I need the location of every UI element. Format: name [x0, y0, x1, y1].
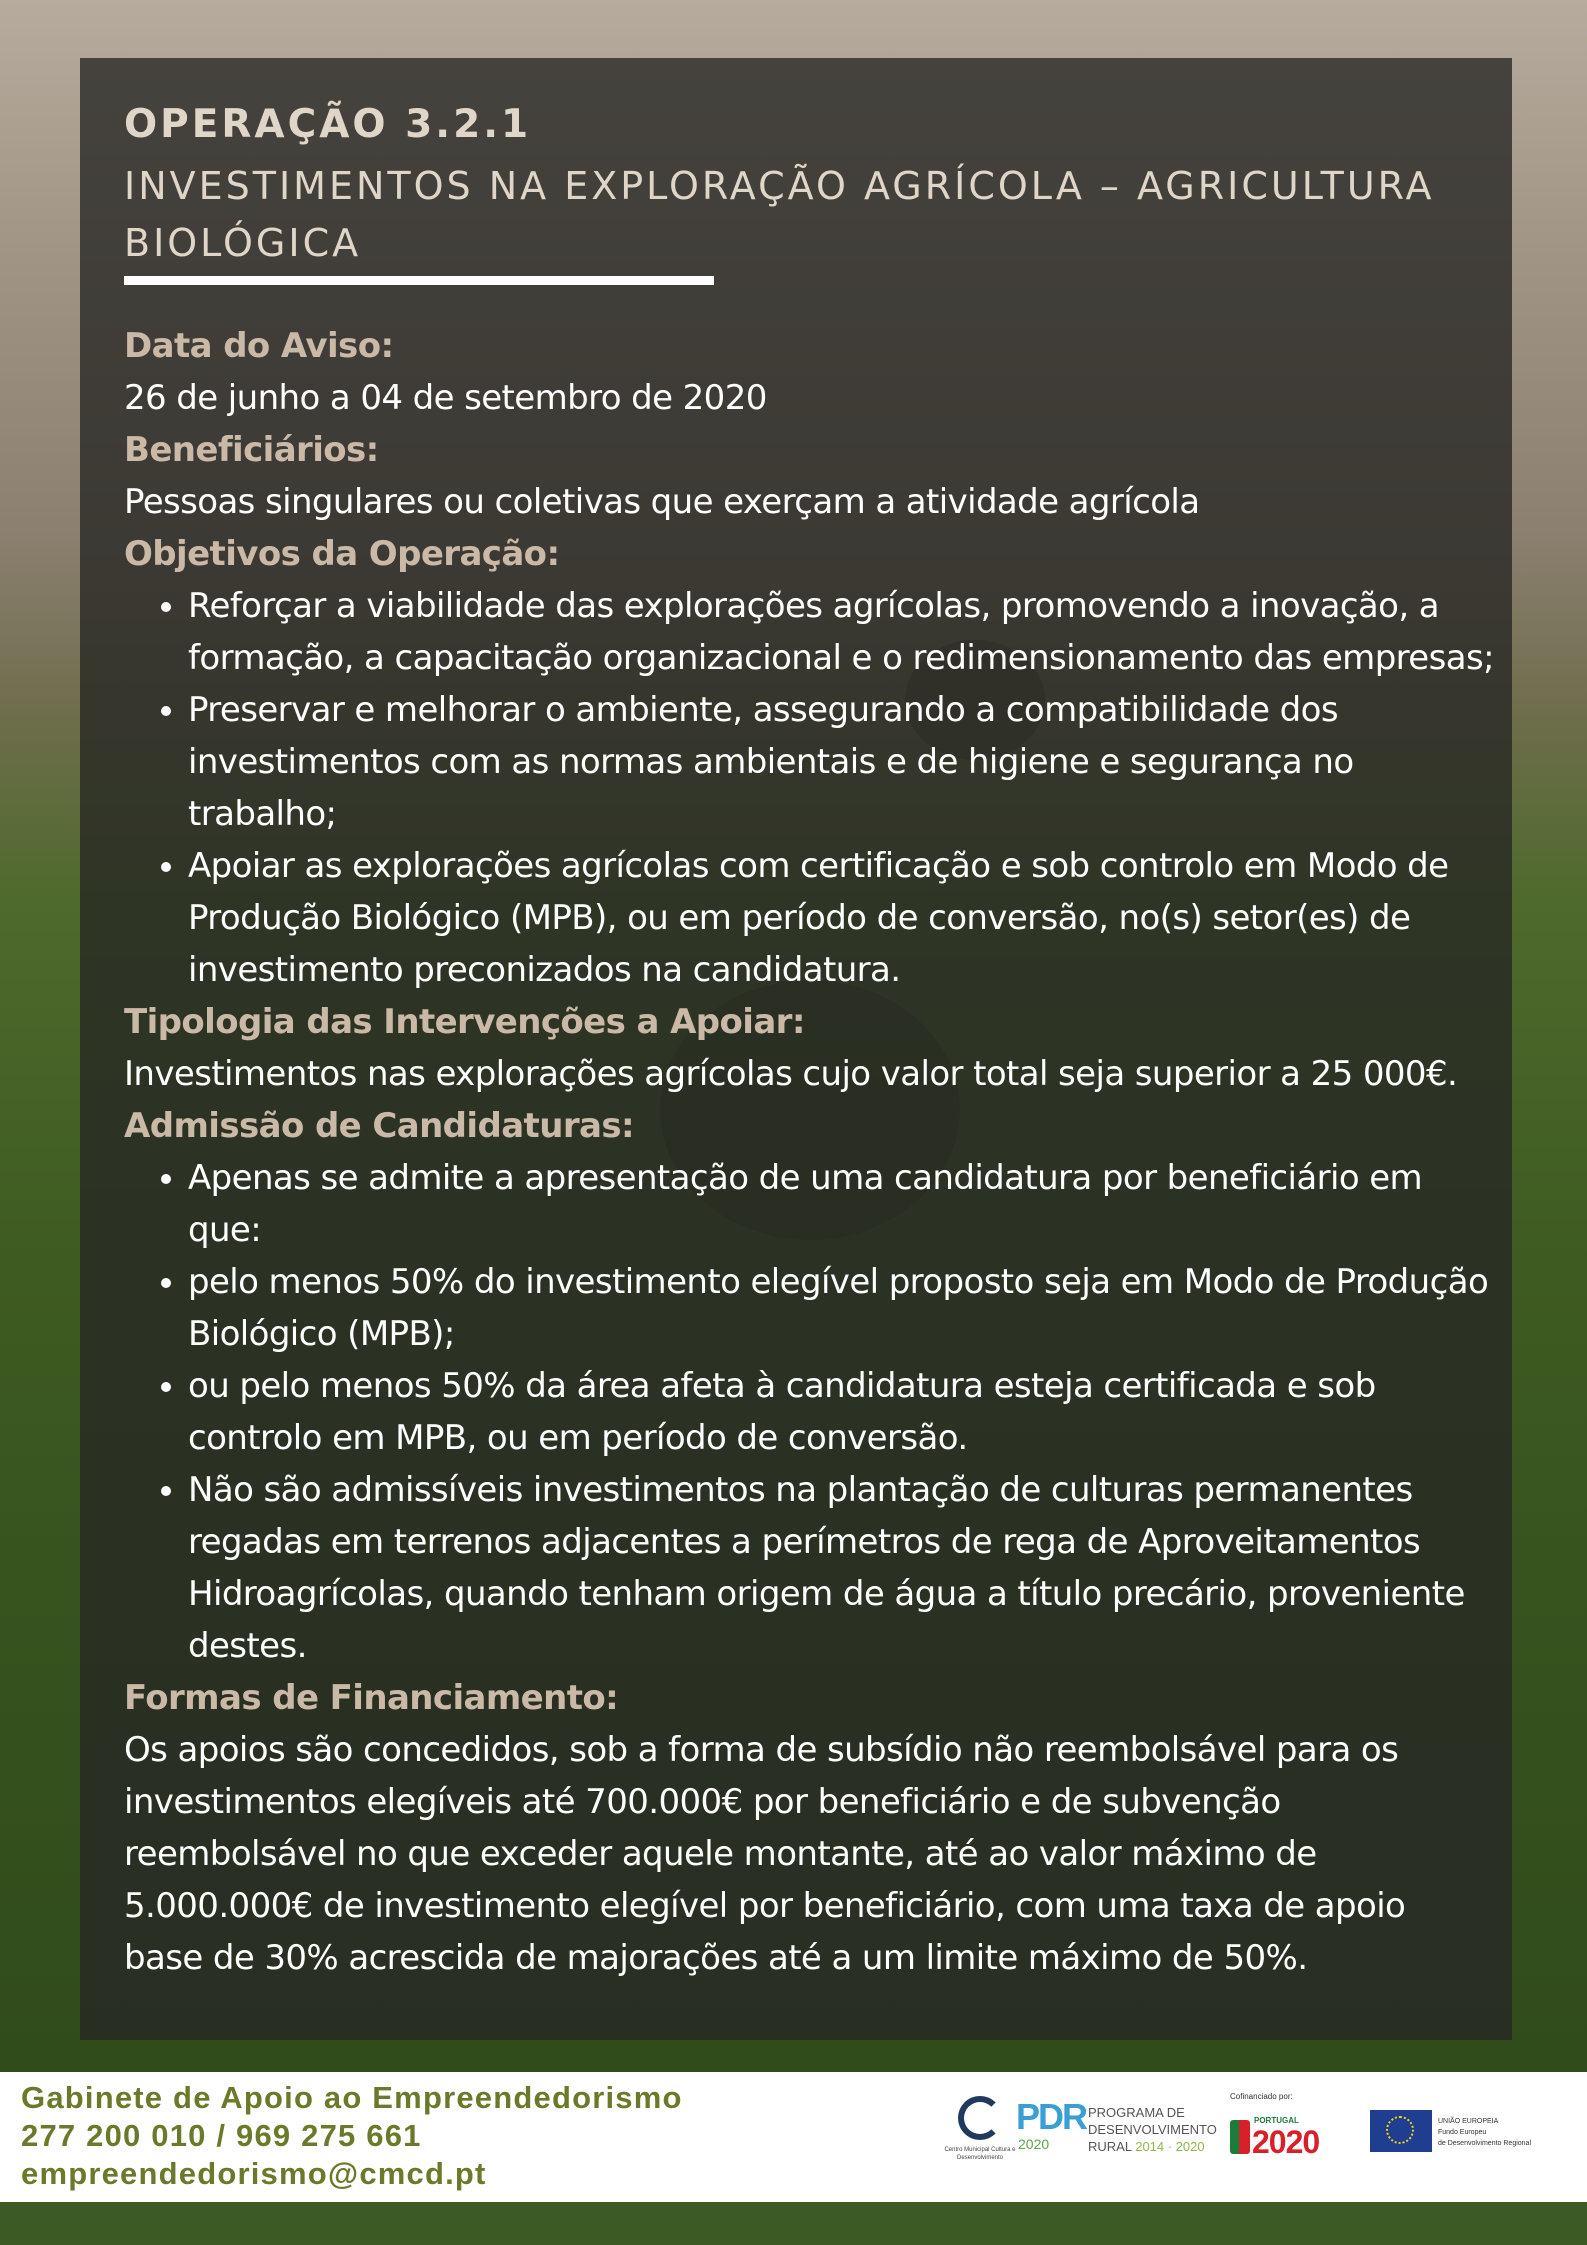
list-item: • Apoiar as explorações agrícolas com certificação e sob controlo em Modo de Produção Biológico (MPB), ou em período de conversão, no(s) setor(es) de investimento preconizados na candidatura.: [188, 840, 1494, 996]
pdr-line3-row: [1088, 2138, 1217, 2155]
bottom-field-strip: [0, 2202, 1587, 2245]
pdr-sub: 2020: [1018, 2136, 1050, 2152]
section-heading-admissao: Admissão de Candidaturas:: [124, 1106, 634, 1146]
portugal-label: PORTUGAL: [1254, 2116, 1299, 2125]
list-item: • ou pelo menos 50% da área afeta à candidatura esteja certificada e sob controlo em MPB, ou em período de conversão.: [188, 1360, 1494, 1464]
eu-feder-logo: [1370, 2086, 1570, 2190]
pdr-line3: RURAL: [1088, 2139, 1132, 2154]
portugal2020-logo: [1230, 2086, 1360, 2190]
pdr-line2: DESENVOLVIMENTO: [1088, 2122, 1217, 2137]
cmcd-logo-text: Centro Municipal Cultura e Desenvolvimento: [944, 2147, 1016, 2161]
eu-line1: UNIÃO EUROPEIA: [1438, 2118, 1499, 2125]
section-text-data-aviso: 26 de junho a 04 de setembro de 2020: [124, 378, 767, 418]
section-heading-objetivos: Objetivos da Operação:: [124, 534, 560, 574]
eu-text: [1438, 2116, 1531, 2149]
pdr-years: 2014 · 2020: [1135, 2139, 1205, 2154]
eu-flag-icon: [1370, 2110, 1432, 2152]
eu-line3: de Desenvolvimento Regional: [1438, 2140, 1531, 2147]
section-text-tipologia: Investimentos nas explorações agrícolas cujo valor total seja superior a 25 000€.: [124, 1054, 1458, 1094]
pdr-mark: PDR: [1016, 2096, 1087, 2137]
admissao-list: [124, 1152, 1494, 1672]
footer: [0, 2072, 1587, 2202]
list-item: • pelo menos 50% do investimento elegível proposto seja em Modo de Produção Biológico (MPB);: [188, 1256, 1494, 1360]
section-heading-tipologia: Tipologia das Intervenções a Apoiar:: [124, 1002, 805, 1042]
list-item: • Reforçar a viabilidade das explorações agrícolas, promovendo a inovação, a formação, a capacitação organizacional e o redimensionamento das empresas;: [188, 580, 1494, 684]
footer-phone[interactable]: 277 200 010 / 969 275 661: [21, 2118, 422, 2153]
list-item: • Preservar e melhorar o ambiente, assegurando a compatibilidade dos investimentos com as normas ambientais e de higiene e segurança no trabalho;: [188, 684, 1494, 840]
list-item: • Não são admissíveis investimentos na plantação de culturas permanentes regadas em terrenos adjacentes a perímetros de rega de Aproveitamentos Hidroagrícolas, quando tenham origem de água a título precário, proveniente destes.: [188, 1464, 1494, 1672]
operation-title: OPERAÇÃO 3.2.1: [124, 102, 532, 147]
section-heading-beneficiarios: Beneficiários:: [124, 430, 379, 470]
section-heading-data-aviso: Data do Aviso:: [124, 326, 394, 366]
footer-organization: Gabinete de Apoio ao Empreendedorismo: [21, 2080, 683, 2115]
operation-subtitle: INVESTIMENTOS NA EXPLORAÇÃO AGRÍCOLA – AGRICULTURA BIOLÓGICA: [124, 164, 1435, 265]
eu-line2: Fundo Europeu: [1438, 2129, 1487, 2136]
section-text-financiamento: Os apoios são concedidos, sob a forma de subsídio não reembolsável para os investimentos elegíveis até 700.000€ por beneficiário e de subvenção reembolsável no que exceder aquele montante, até ao valor máximo de 5.000.000€ de investimento elegível por beneficiário, com uma taxa de apoio base de 30% acrescida de majorações até a um limite máximo de 50%.: [124, 1730, 1406, 1978]
section-text-beneficiarios: Pessoas singulares ou coletivas que exerçam a atividade agrícola: [124, 482, 1200, 522]
info-panel: [80, 58, 1512, 2040]
cmcd-logo: [940, 2086, 1020, 2190]
list-item: • Apenas se admite a apresentação de uma candidatura por beneficiário em que:: [188, 1152, 1494, 1256]
objetivos-list: [124, 580, 1494, 996]
pdr2020-logo: [1016, 2086, 1226, 2190]
footer-email[interactable]: empreendedorismo@cmcd.pt: [21, 2156, 487, 2191]
cmcd-mark-icon: [958, 2096, 1002, 2140]
pdr-line1: PROGRAMA DE: [1088, 2105, 1185, 2120]
cofinanciado-label: Cofinanciado por:: [1230, 2092, 1293, 2101]
portugal-year: 2020: [1252, 2124, 1320, 2160]
portugal-flag-icon: [1230, 2120, 1250, 2154]
sponsor-logos: [940, 2086, 1570, 2190]
pdr-text: [1088, 2104, 1217, 2155]
title-underline: [124, 276, 714, 285]
content: [124, 320, 1494, 1984]
section-heading-financiamento: Formas de Financiamento:: [124, 1678, 619, 1718]
eu-stars-icon: [1386, 2116, 1414, 2144]
